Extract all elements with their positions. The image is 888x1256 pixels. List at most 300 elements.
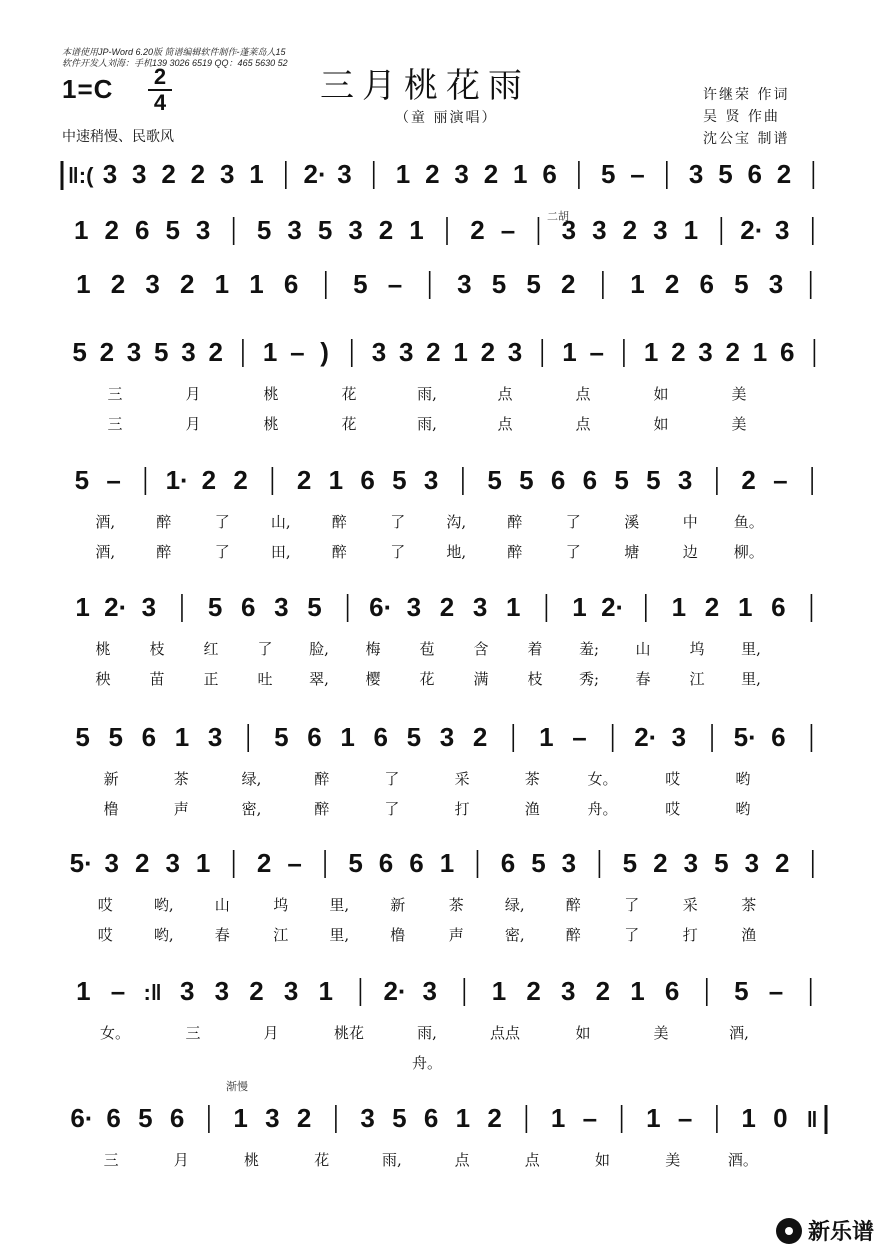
note: 3	[274, 592, 289, 622]
lyric-syllable: 酒。	[727, 1151, 758, 1169]
lyric-syllable: 地,	[446, 543, 467, 561]
lyric-syllable: 点	[497, 385, 513, 403]
note: 1	[76, 269, 91, 299]
lyric-syllable: 声	[448, 926, 464, 944]
note: 1	[741, 1103, 756, 1133]
lyric-syllable: 醉	[331, 543, 347, 561]
lyric-syllable: 月	[263, 1024, 279, 1042]
note: 2	[653, 848, 668, 878]
note: 5	[487, 465, 502, 495]
note: 2	[671, 337, 686, 367]
note: 3	[744, 848, 760, 878]
note: 1	[214, 269, 230, 299]
note: 1	[76, 976, 91, 1006]
lyric-syllable: 采	[454, 770, 470, 788]
note: 6·	[70, 1103, 94, 1133]
note: 3	[181, 337, 196, 367]
note: 1	[75, 592, 90, 622]
lyric-syllable: 点	[497, 415, 513, 433]
logo-text: 新乐谱	[807, 1220, 874, 1245]
note: 6	[240, 592, 256, 622]
note: 3	[265, 1103, 280, 1133]
note: 3	[337, 159, 352, 189]
note: 3	[214, 976, 230, 1006]
lyric-syllable: 坞	[689, 640, 705, 658]
lyric-syllable: 江	[273, 926, 289, 944]
note: 6	[542, 159, 557, 189]
note: –	[630, 159, 645, 189]
lyric-syllable: 塘	[624, 543, 640, 561]
note: 2	[622, 215, 638, 245]
lyric-syllable: 里,	[329, 896, 350, 914]
note: 1	[328, 465, 344, 495]
note: 6	[360, 465, 375, 495]
note: 3	[207, 722, 223, 752]
note: 3	[422, 976, 437, 1006]
note: 2	[179, 269, 195, 299]
note: –	[773, 465, 788, 495]
note: 6	[409, 848, 424, 878]
note: 1	[630, 269, 645, 299]
composer: 吴 贤 作曲	[703, 109, 780, 125]
note: 6	[664, 976, 680, 1006]
lyric-syllable: 雨,	[417, 1024, 437, 1042]
lyric-syllable: 花	[341, 415, 357, 433]
note: 2	[426, 337, 441, 367]
lyric-syllable: 新	[103, 770, 119, 788]
lyric-syllable: 江	[689, 670, 705, 688]
note: 2	[233, 465, 248, 495]
note: )	[320, 337, 329, 367]
lyric-syllable: 中	[682, 513, 698, 531]
lyric-syllable: 桃	[95, 640, 111, 658]
note: 5	[317, 215, 333, 245]
transcriber: 沈公宝 制谱	[703, 131, 790, 147]
note: 6	[283, 269, 299, 299]
note: 1	[249, 159, 264, 189]
note: 1	[539, 722, 554, 752]
note: 5	[154, 337, 169, 367]
note: 5	[406, 722, 422, 752]
note: 3	[104, 848, 119, 878]
note: 1	[453, 337, 468, 367]
lyric-syllable: 花	[419, 670, 435, 688]
note: 2	[99, 337, 115, 367]
note: 2	[725, 337, 740, 367]
note: 6	[141, 722, 157, 752]
lyric-syllable: 春	[214, 926, 230, 944]
lyric-syllable: 柳。	[733, 543, 764, 561]
note: 5	[138, 1103, 153, 1133]
erhu-label: 二胡	[547, 211, 569, 223]
lyric-syllable: 渔	[524, 800, 540, 818]
time-top: 2	[153, 64, 167, 89]
note: –	[500, 215, 516, 245]
note: 1	[671, 592, 687, 622]
lyric-syllable: 里,	[741, 670, 761, 688]
lyric-syllable: 哎	[97, 926, 113, 944]
note: 2·	[601, 592, 625, 622]
note: 2	[104, 215, 119, 245]
lyric-syllable: 哎	[665, 770, 681, 788]
note: –	[387, 269, 403, 299]
note: 3	[283, 976, 299, 1006]
note: –	[110, 976, 126, 1006]
note: 3	[768, 269, 784, 299]
lyric-syllable: 边	[682, 543, 698, 561]
note: 3	[102, 159, 118, 189]
lyric-syllable: 吐	[257, 670, 273, 688]
tempo-marking: 中速稍慢、民歌风	[62, 128, 174, 144]
note: –	[677, 1103, 693, 1133]
lyric-syllable: 花	[341, 385, 357, 403]
note: 5	[734, 976, 749, 1006]
lyric-syllable: 哟	[735, 800, 751, 818]
note: 5	[600, 159, 616, 189]
note: 1	[74, 215, 89, 245]
lyric-syllable: 点点	[489, 1024, 521, 1042]
lyric-syllable: 三	[107, 385, 123, 403]
lyric-syllable: 着	[527, 640, 543, 658]
lyric-syllable: 橹	[390, 926, 406, 944]
note: 2·	[303, 159, 327, 189]
lyric-syllable: 女。	[587, 770, 618, 788]
lyric-syllable: 了	[390, 543, 406, 561]
lyric-syllable: 美	[665, 1151, 681, 1169]
lyric-syllable: 了	[214, 513, 230, 531]
note: 5	[526, 269, 541, 299]
lyric-syllable: 醉	[507, 513, 523, 531]
note: 2·	[104, 592, 128, 622]
lyric-syllable: 哎	[97, 896, 113, 914]
lyric-syllable: 点	[524, 1151, 540, 1169]
note: 1·	[165, 465, 189, 495]
lyric-syllable: 醉	[314, 770, 330, 788]
note: –	[582, 1103, 598, 1133]
lyric-syllable: 密,	[241, 800, 262, 818]
note: 2	[526, 976, 541, 1006]
lyric-syllable: 桃	[243, 1151, 260, 1169]
note: 6	[747, 159, 762, 189]
note: 6	[378, 848, 394, 878]
note: 3	[398, 337, 414, 367]
note: 3	[439, 722, 455, 752]
note: 5	[531, 848, 546, 878]
note: 3	[287, 215, 302, 245]
lyric-syllable: 梅	[365, 640, 381, 658]
note: 3	[457, 269, 472, 299]
note: 3	[132, 159, 147, 189]
note: 5	[646, 465, 661, 495]
note: 5	[108, 722, 123, 752]
lyric-syllable: 翠,	[309, 670, 329, 688]
note: 1	[752, 337, 768, 367]
note: 1	[262, 337, 278, 367]
note: 5	[734, 269, 749, 299]
note: 6	[134, 215, 150, 245]
note: 5	[614, 465, 629, 495]
lyric-syllable: 花	[314, 1151, 330, 1169]
lyric-syllable: 了	[624, 896, 640, 914]
note: 3	[688, 159, 704, 189]
note: 2·	[383, 976, 407, 1006]
note: 3	[592, 215, 607, 245]
song-title: 三月桃花雨	[320, 66, 530, 106]
note: 6	[699, 269, 715, 299]
note: 3	[677, 465, 693, 495]
note: 2	[480, 337, 496, 367]
note: 3	[360, 1103, 375, 1133]
lyric-syllable: 酒,	[95, 543, 116, 561]
note: 1	[513, 159, 528, 189]
lyric-syllable: 酒,	[95, 513, 116, 531]
note: 1	[455, 1103, 471, 1133]
note: 3	[145, 269, 160, 299]
note: 1	[395, 159, 411, 189]
lyric-syllable: 如	[653, 385, 669, 403]
note: 6	[106, 1103, 121, 1133]
lyric-syllable: 三	[185, 1024, 201, 1042]
note: 5	[353, 269, 368, 299]
lyric-syllable: 醉	[507, 543, 523, 561]
note: 3	[126, 337, 142, 367]
note: 1	[491, 976, 507, 1006]
lyric-syllable: 了	[565, 543, 581, 561]
note: 3	[507, 337, 523, 367]
lyric-syllable: 醉	[314, 800, 330, 818]
lyric-syllable: 了	[214, 543, 230, 561]
note: 1	[174, 722, 190, 752]
note: 2	[439, 592, 455, 622]
lyric-syllable: 田,	[270, 543, 291, 561]
note: 5	[622, 848, 638, 878]
note: 2	[256, 848, 272, 878]
lyric-syllable: 哟,	[153, 926, 174, 944]
note: 5·	[69, 848, 93, 878]
note: 6	[169, 1103, 185, 1133]
note: 6	[550, 465, 566, 495]
lyric-syllable: 雨,	[382, 1151, 402, 1169]
lyric-syllable: 三	[107, 415, 123, 433]
lyric-syllable: 橹	[103, 800, 119, 818]
lyric-syllable: 密,	[504, 926, 525, 944]
lyric-syllable: 里,	[329, 926, 350, 944]
repeat-sign: ‖:(	[67, 163, 94, 188]
note: –	[768, 976, 784, 1006]
note: 6	[307, 722, 322, 752]
note: 5	[75, 722, 90, 752]
lyric-syllable: 渔	[741, 926, 757, 944]
note: 6	[779, 337, 795, 367]
note: –	[290, 337, 305, 367]
note: 3	[671, 722, 687, 752]
note: 5	[348, 848, 363, 878]
note: 2	[741, 465, 756, 495]
note: 1	[737, 592, 753, 622]
lyric-syllable: 醉	[331, 513, 347, 531]
lyric-syllable: 三	[103, 1151, 119, 1169]
note: 2·	[634, 722, 658, 752]
note: 2	[775, 848, 790, 878]
note: 1	[683, 215, 699, 245]
lyric-syllable: 正	[203, 670, 219, 688]
lyric-syllable: 脸,	[309, 640, 329, 658]
lyric-syllable: 月	[173, 1151, 189, 1169]
software-credit-line2: 软件开发人刘海：手机139 3026 6519 QQ：465 5630 52	[62, 58, 288, 68]
note: 5	[307, 592, 322, 622]
note: 1	[195, 848, 211, 878]
site-logo	[776, 1215, 874, 1246]
note: 2·	[740, 215, 764, 245]
lyric-syllable: 里,	[741, 640, 761, 658]
lyric-syllable: 枝	[527, 670, 543, 688]
note: 2	[470, 215, 485, 245]
note: 5	[718, 159, 733, 189]
lyric-syllable: 月	[185, 415, 201, 433]
note: 1	[630, 976, 645, 1006]
lyric-syllable: 苞	[419, 640, 435, 658]
lyric-syllable: 打	[454, 800, 470, 818]
lyric-syllable: 舟。	[587, 800, 618, 818]
lyric-syllable: 桃	[263, 385, 279, 403]
note: 2	[487, 1103, 502, 1133]
note: 6	[423, 1103, 439, 1133]
lyric-syllable: 山	[635, 640, 651, 658]
lyric-syllable: 采	[682, 896, 698, 914]
note: 1	[249, 269, 264, 299]
note: 2	[776, 159, 792, 189]
lyric-syllable: 茶	[448, 896, 464, 914]
note: 6·	[369, 592, 393, 622]
lyric-syllable: 含	[473, 640, 489, 658]
lyric-syllable: 声	[173, 800, 189, 818]
lyric-syllable: 雨,	[417, 385, 437, 403]
note: 3	[454, 159, 469, 189]
lyric-syllable: 樱	[365, 670, 381, 688]
note: 2	[560, 269, 576, 299]
note: 1	[506, 592, 521, 622]
note: 1	[646, 1103, 661, 1133]
lyric-syllable: 茶	[173, 770, 189, 788]
lyric-syllable: 春	[635, 670, 651, 688]
note: 2	[110, 269, 126, 299]
note: 1	[318, 976, 334, 1006]
note: 5	[392, 1103, 407, 1133]
lyric-syllable: 点	[575, 415, 591, 433]
note: 3	[141, 592, 157, 622]
lyric-syllable: 雨,	[417, 415, 437, 433]
lyric-syllable: 坞	[273, 896, 289, 914]
lyric-syllable: 秀;	[578, 670, 600, 688]
lyric-syllable: 哟,	[153, 896, 174, 914]
note: 1	[233, 1103, 248, 1133]
note: 3	[348, 215, 363, 245]
lyric-syllable: 桃	[263, 415, 279, 433]
lyric-syllable: 桃花	[333, 1024, 365, 1042]
note: 5	[207, 592, 223, 622]
note: 5	[392, 465, 407, 495]
lyric-syllable: 了	[384, 800, 400, 818]
note: 3	[561, 215, 577, 245]
note: 3	[165, 848, 180, 878]
lyric-syllable: 茶	[741, 896, 757, 914]
note: 2	[704, 592, 720, 622]
lyric-syllable: 如	[594, 1151, 611, 1169]
lyric-syllable: 了	[624, 926, 640, 944]
note: 3	[179, 976, 195, 1006]
note: 5	[491, 269, 507, 299]
note: 2	[296, 1103, 312, 1133]
lyric-syllable: 山,	[270, 513, 291, 531]
note: 5	[714, 848, 729, 878]
lyric-syllable: 绿,	[241, 770, 262, 788]
lyric-syllable: 如	[653, 415, 669, 433]
note: 2	[134, 848, 150, 878]
lyric-syllable: 醉	[156, 513, 172, 531]
note: 2	[425, 159, 440, 189]
note: 1	[643, 337, 659, 367]
lyric-syllable: 了	[565, 513, 581, 531]
note: 3	[653, 215, 668, 245]
note: 3	[561, 848, 577, 878]
lyric-syllable: 醉	[565, 896, 581, 914]
repeat-sign: ‖	[806, 1107, 818, 1132]
note: 3	[698, 337, 713, 367]
note: 2	[208, 337, 223, 367]
note: 2	[201, 465, 217, 495]
note: 3	[195, 215, 211, 245]
lyric-syllable: 茶	[524, 770, 540, 788]
lyric-syllable: 鱼。	[733, 513, 764, 531]
lyric-syllable: 女。	[99, 1024, 131, 1042]
note: 2	[472, 722, 488, 752]
note: 6	[582, 465, 598, 495]
note: 0	[773, 1103, 788, 1133]
note: 3	[406, 592, 422, 622]
note: 1	[340, 722, 355, 752]
lyric-syllable: 酒,	[729, 1024, 749, 1042]
note: 1	[572, 592, 587, 622]
note: 5	[519, 465, 534, 495]
note: 2	[595, 976, 611, 1006]
lyric-syllable: 舟。	[411, 1054, 443, 1072]
note: 5	[74, 465, 90, 495]
time-bottom: 4	[153, 90, 167, 115]
lyric-syllable: 山	[214, 896, 230, 914]
note: 3	[371, 337, 387, 367]
lyric-syllable: 了	[257, 640, 273, 658]
note: 2	[483, 159, 499, 189]
lyric-syllable: 美	[653, 1024, 669, 1042]
lyric-syllable: 哎	[665, 800, 681, 818]
note: 3	[219, 159, 235, 189]
note: –	[287, 848, 302, 878]
lyric-syllable: 哟	[735, 770, 751, 788]
note: 2	[190, 159, 206, 189]
note: 5	[165, 215, 180, 245]
lyric-syllable: 苗	[149, 670, 165, 688]
lyric-syllable: 溪	[624, 513, 640, 531]
note: 6	[771, 722, 786, 752]
note: 2	[664, 269, 680, 299]
note: –	[572, 722, 587, 752]
note: 3	[775, 215, 790, 245]
lyric-syllable: 绿,	[504, 896, 525, 914]
note: 2	[296, 465, 312, 495]
note: –	[106, 465, 121, 495]
lyric-syllable: 醉	[565, 926, 581, 944]
note: 1	[562, 337, 577, 367]
